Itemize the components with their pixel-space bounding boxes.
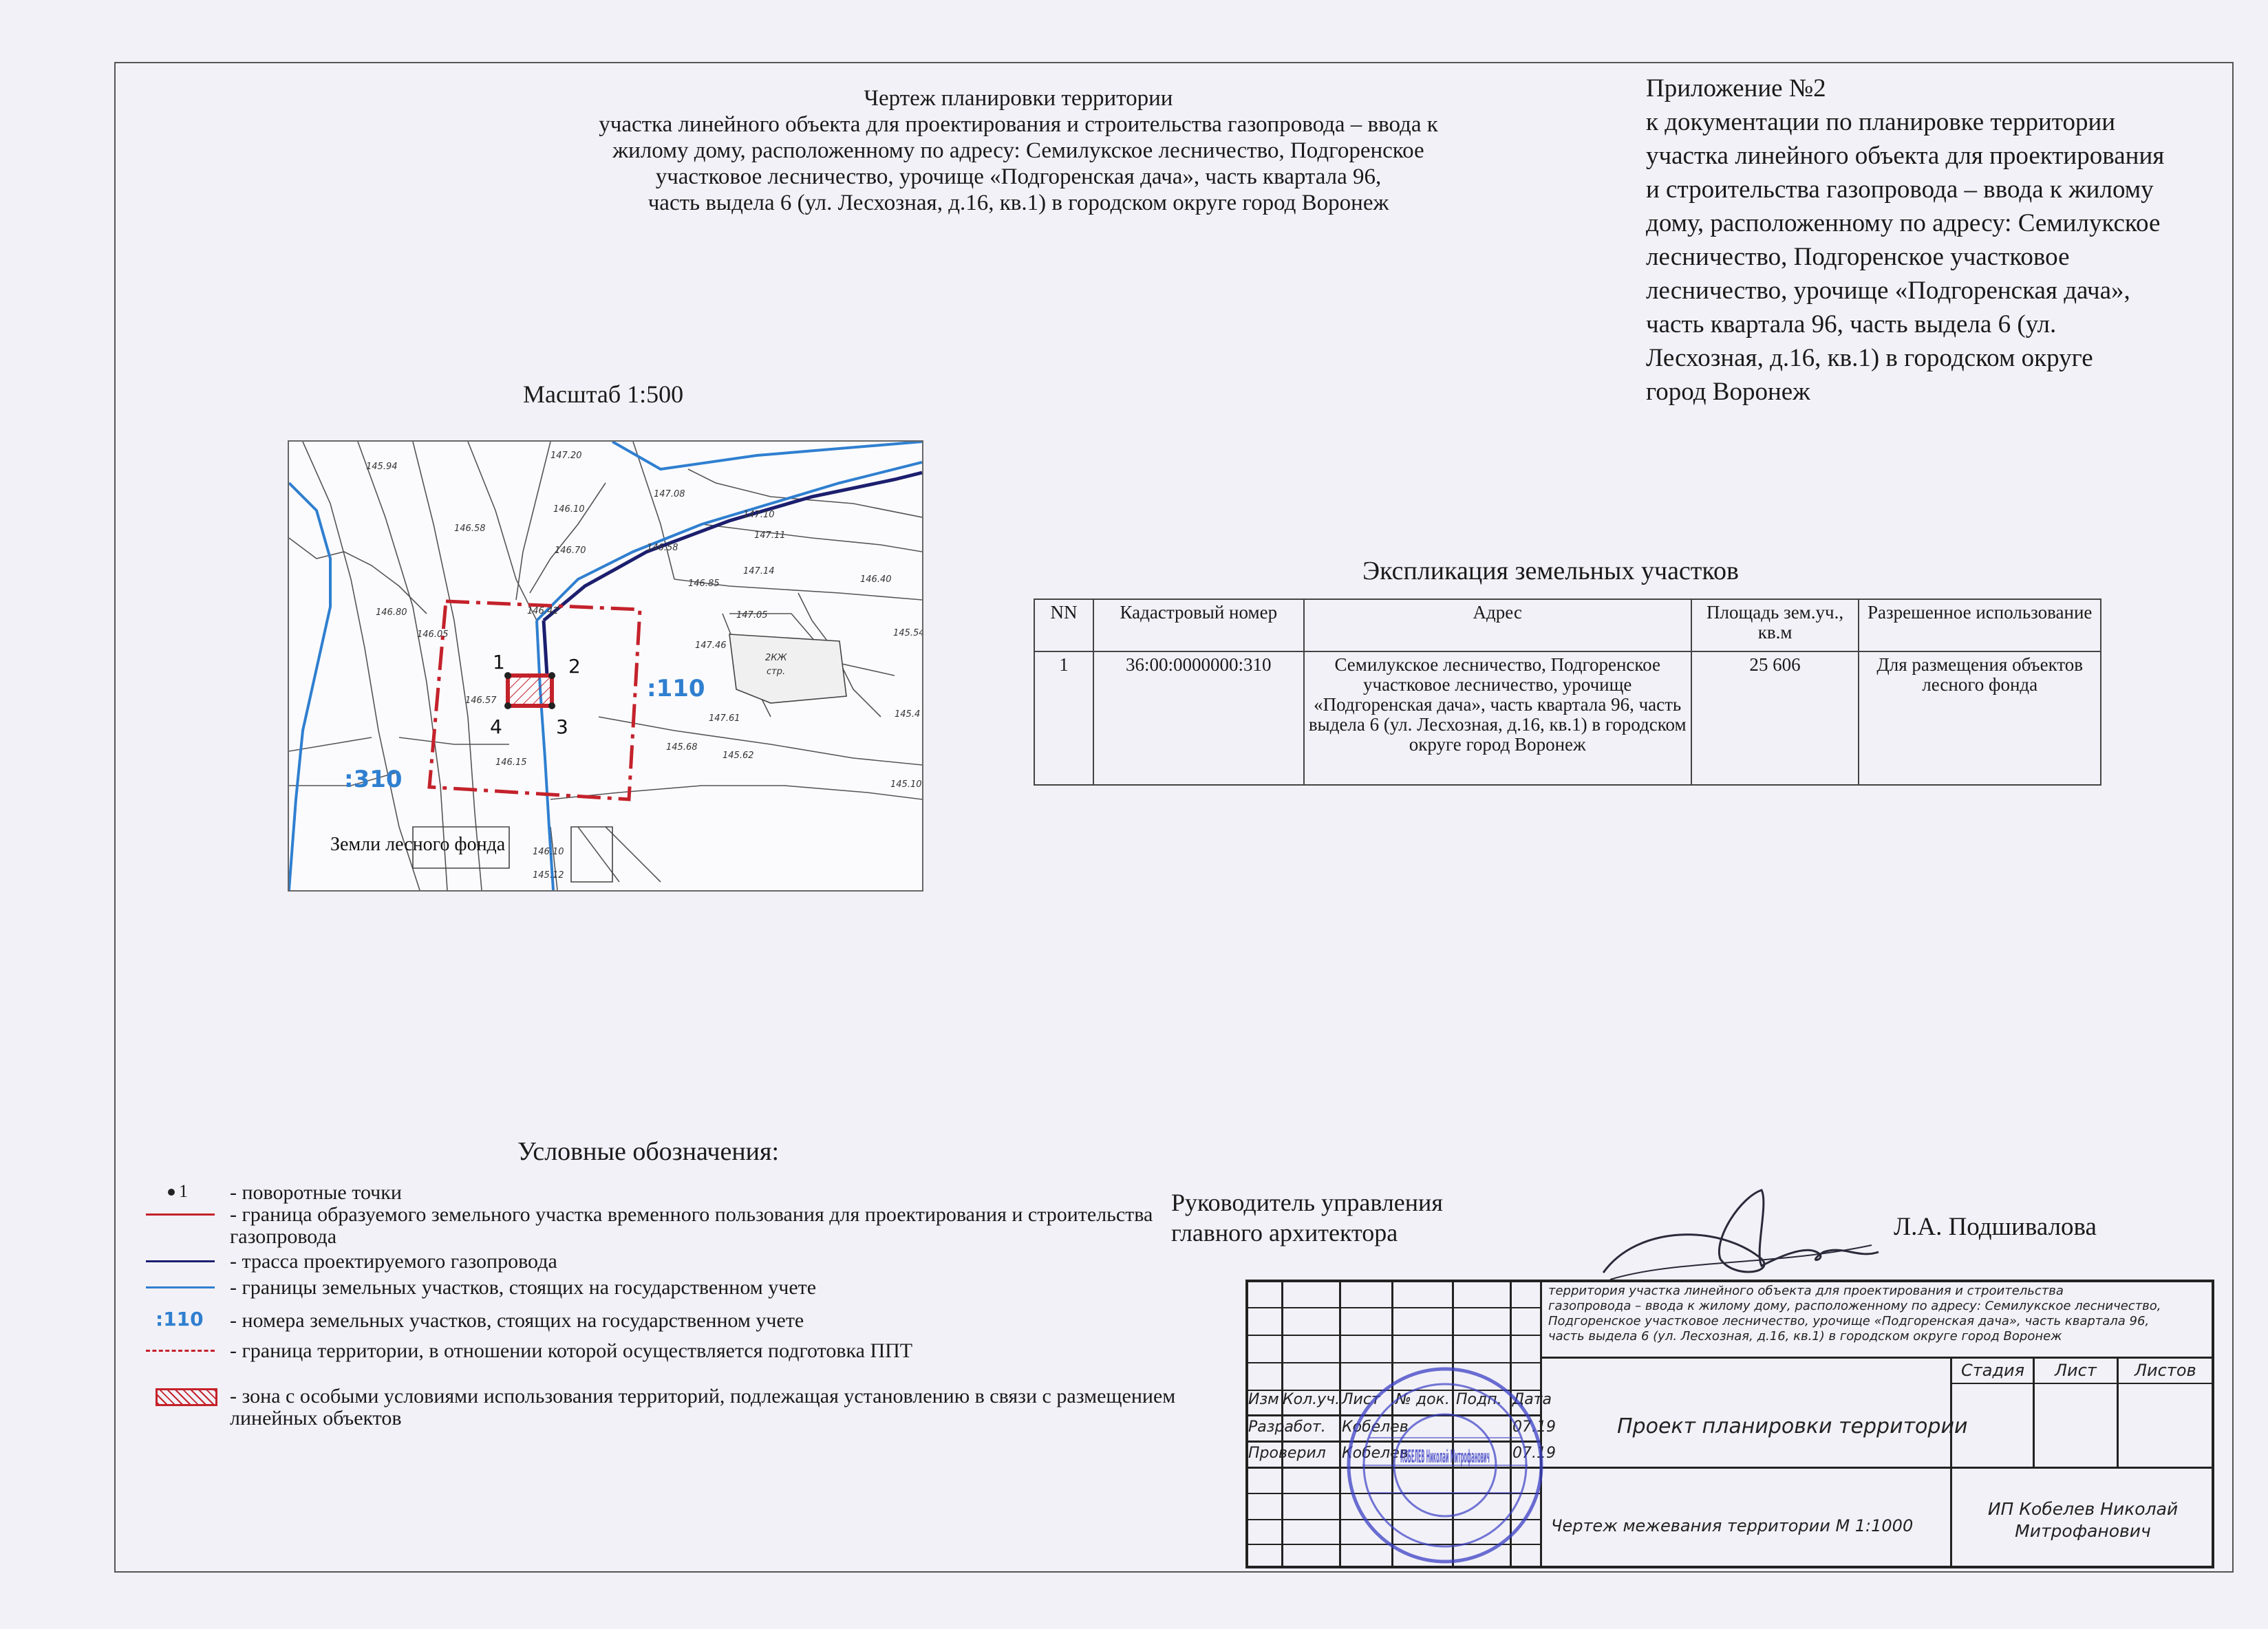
title-line: участковое лесничество, урочище «Подгоренская дача», часть квартала 96, <box>655 164 1382 189</box>
stamp-date: 07.19 <box>1512 1418 1556 1436</box>
drawing-title <box>482 85 1555 216</box>
signatory-name: Л.А. Подшивалова <box>1894 1213 2097 1241</box>
appendix-line: лесничество, Подгоренское участковое <box>1646 243 2070 271</box>
appendix-line: и строительства газопровода – ввода к жилому <box>1646 175 2154 204</box>
svg-text:146.58: 146.58 <box>647 543 678 553</box>
point-label: 1 <box>493 651 505 673</box>
point-label: 2 <box>568 655 581 678</box>
forest-lands-label: Земли лесного фонда <box>330 834 506 855</box>
appendix-line: часть квартала 96, часть выдела 6 (ул. <box>1646 310 2057 338</box>
cell-cadastral: 36:00:0000000:310 <box>1093 651 1304 785</box>
number-label-symbol: :110 <box>156 1308 204 1330</box>
parcel-number-label: :310 <box>344 766 403 793</box>
svg-text:стр.: стр. <box>767 667 786 677</box>
stamp-name: Кобелев <box>1342 1445 1409 1462</box>
stamp-role: Разработ. <box>1248 1418 1326 1436</box>
table-row <box>1034 651 2101 785</box>
svg-text:146.70: 146.70 <box>555 546 586 556</box>
svg-text:147.08: 147.08 <box>654 489 685 499</box>
stamp-stage: Стадия <box>1961 1361 2025 1380</box>
stamp-col-list: Лист <box>1342 1391 1380 1408</box>
explication-title: Экспликация земельных участков <box>1362 557 1739 585</box>
svg-text:145.12: 145.12 <box>533 870 564 881</box>
column-header: NN <box>1034 599 1093 651</box>
svg-text:147.46: 147.46 <box>695 640 727 651</box>
svg-text:145.68: 145.68 <box>666 742 698 753</box>
temp-use-parcel <box>508 676 552 706</box>
stamp-col-izm: Изм <box>1248 1391 1279 1408</box>
stamp-description: территория участка линейного объекта для проектирования и строительства газопровода – ввода к жилому дому, расположенному по адресу: Семилукское лесничество, Подгоренское участковое лесничество, урочище «Подгоренская дача», часть квартала 96, часть выдела 6 (ул. Лесхозная, д.16, кв.1) в городском округе город Воронеж <box>1548 1284 2161 1344</box>
stamp-col-data: Дата <box>1512 1391 1552 1408</box>
table-header-row <box>1034 599 2101 651</box>
site-plan-map <box>288 440 923 892</box>
svg-text:147.20: 147.20 <box>550 451 582 461</box>
parcel-number-label: :110 <box>647 675 705 702</box>
svg-text:146.40: 146.40 <box>860 574 892 585</box>
point-label: 3 <box>556 715 568 738</box>
position-line: главного архитектора <box>1171 1219 1398 1247</box>
legend-text: - поворотные точки <box>230 1181 402 1204</box>
appendix-line: дому, расположенному по адресу: Семилукское <box>1646 209 2161 237</box>
seal-image <box>1342 1362 1548 1568</box>
signature-image <box>1596 1183 1885 1286</box>
signatory-position <box>1171 1187 1443 1248</box>
hatched-box-symbol <box>146 1385 217 1406</box>
title-line: Чертеж планировки территории <box>864 86 1173 111</box>
title-line: жилому дому, расположенному по адресу: Семилукское лесничество, Подгоренское <box>612 138 1424 163</box>
appendix-line: Приложение №2 <box>1646 74 1826 103</box>
point-symbol: 1 <box>146 1182 217 1202</box>
svg-text:145.4: 145.4 <box>895 709 921 720</box>
appendix-line: лесничество, урочище «Подгоренская дача», <box>1646 277 2130 305</box>
explication-table <box>1034 598 2101 786</box>
appendix-line: к документации по планировке территории <box>1646 108 2116 136</box>
column-header: Разрешенное использование <box>1859 599 2101 651</box>
site-plan-svg <box>289 442 922 890</box>
legend-text: - граница территории, в отношении которой осуществляется подготовка ППТ <box>230 1339 913 1362</box>
legend-text: - зона с особыми условиями использования территорий, подлежащая установлению в связи с размещением линейных объектов <box>230 1385 1176 1430</box>
legend-text: - трасса проектируемого газопровода <box>230 1250 557 1273</box>
svg-text:145.94: 145.94 <box>366 462 398 472</box>
svg-text:145.54: 145.54 <box>893 628 922 638</box>
stamp-sheet: Лист <box>2055 1361 2097 1380</box>
stamp-col-kol: Кол.уч. <box>1283 1391 1340 1408</box>
appendix-block <box>1646 72 2217 409</box>
stamp-name: Кобелев <box>1342 1418 1409 1436</box>
svg-text:146.15: 146.15 <box>495 757 527 768</box>
svg-text:147.10: 147.10 <box>743 510 775 520</box>
stamp-role: Проверил <box>1248 1445 1326 1462</box>
legend-title: Условные обозначения: <box>517 1137 780 1166</box>
svg-text:146.80: 146.80 <box>376 607 407 618</box>
cell-area: 25 606 <box>1691 651 1859 785</box>
seal-text: КОБЕЛЕВ Николай Митрофанович <box>1400 1447 1490 1467</box>
column-header: Адрес <box>1304 599 1691 651</box>
title-line: участка линейного объекта для проектирования и строительства газопровода – ввода к <box>599 112 1438 137</box>
svg-text:145.10: 145.10 <box>890 779 922 790</box>
cell-address: Семилукское лесничество, Подгоренское участковое лесничество, урочище «Подгоренская дача», часть квартала 96, часть выдела 6 (ул. Лесхозная, д.16, кв.1) в городском округе город Воронеж <box>1304 651 1691 785</box>
cell-nn: 1 <box>1034 651 1093 785</box>
stamp-drawing: Чертеж межевания территории М 1:1000 <box>1551 1516 1914 1535</box>
column-header: Площадь зем.уч., кв.м <box>1691 599 1859 651</box>
stamp-col-podp: Подп. <box>1456 1391 1502 1408</box>
legend-text: - границы земельных участков, стоящих на государственном учете <box>230 1276 817 1299</box>
stamp-organization: ИП Кобелев Николай Митрофанович <box>1987 1499 2179 1541</box>
cell-usage: Для размещения объектов лесного фонда <box>1859 651 2101 785</box>
svg-text:146.05: 146.05 <box>417 629 449 640</box>
stamp-col-doc: № док. <box>1395 1391 1450 1408</box>
svg-text:147.05: 147.05 <box>736 610 768 621</box>
svg-text:146.10: 146.10 <box>553 504 585 515</box>
stamp-sheets: Листов <box>2135 1361 2196 1380</box>
svg-text:146.10: 146.10 <box>533 847 564 857</box>
svg-text:147.11: 147.11 <box>754 530 786 541</box>
blue-line-symbol <box>146 1277 217 1297</box>
title-line: часть выдела 6 (ул. Лесхозная, д.16, кв.1) в городском округе город Воронеж <box>648 191 1389 215</box>
dash-dot-symbol <box>146 1340 217 1361</box>
svg-text:2КЖ: 2КЖ <box>765 653 787 663</box>
stamp-date: 07.19 <box>1512 1445 1556 1462</box>
svg-text:146.85: 146.85 <box>688 579 720 589</box>
scale-label: Масштаб 1:500 <box>523 380 684 408</box>
red-line-symbol <box>146 1204 217 1225</box>
appendix-line: участка линейного объекта для проектирования <box>1646 142 2165 170</box>
point-label: 4 <box>490 715 502 738</box>
svg-text:146.42: 146.42 <box>527 606 559 616</box>
stamp-project: Проект планировки территории <box>1617 1414 1968 1438</box>
column-header: Кадастровый номер <box>1093 599 1304 651</box>
svg-text:146.58: 146.58 <box>454 524 486 534</box>
svg-text:147.14: 147.14 <box>743 566 775 576</box>
appendix-line: Лесхозная, д.16, кв.1) в городском округе <box>1646 344 2093 372</box>
svg-text:145.62: 145.62 <box>723 751 754 761</box>
svg-text:147.61: 147.61 <box>709 713 740 724</box>
navy-line-symbol <box>146 1251 217 1271</box>
svg-text:146.57: 146.57 <box>465 695 497 706</box>
legend-text: - номера земельных участков, стоящих на государственном учете <box>230 1309 804 1332</box>
position-line: Руководитель управления <box>1171 1189 1443 1216</box>
appendix-line: город Воронеж <box>1646 378 1810 406</box>
legend-text: - граница образуемого земельного участка временного пользования для проектирования и строительства газопровода <box>230 1203 1153 1248</box>
